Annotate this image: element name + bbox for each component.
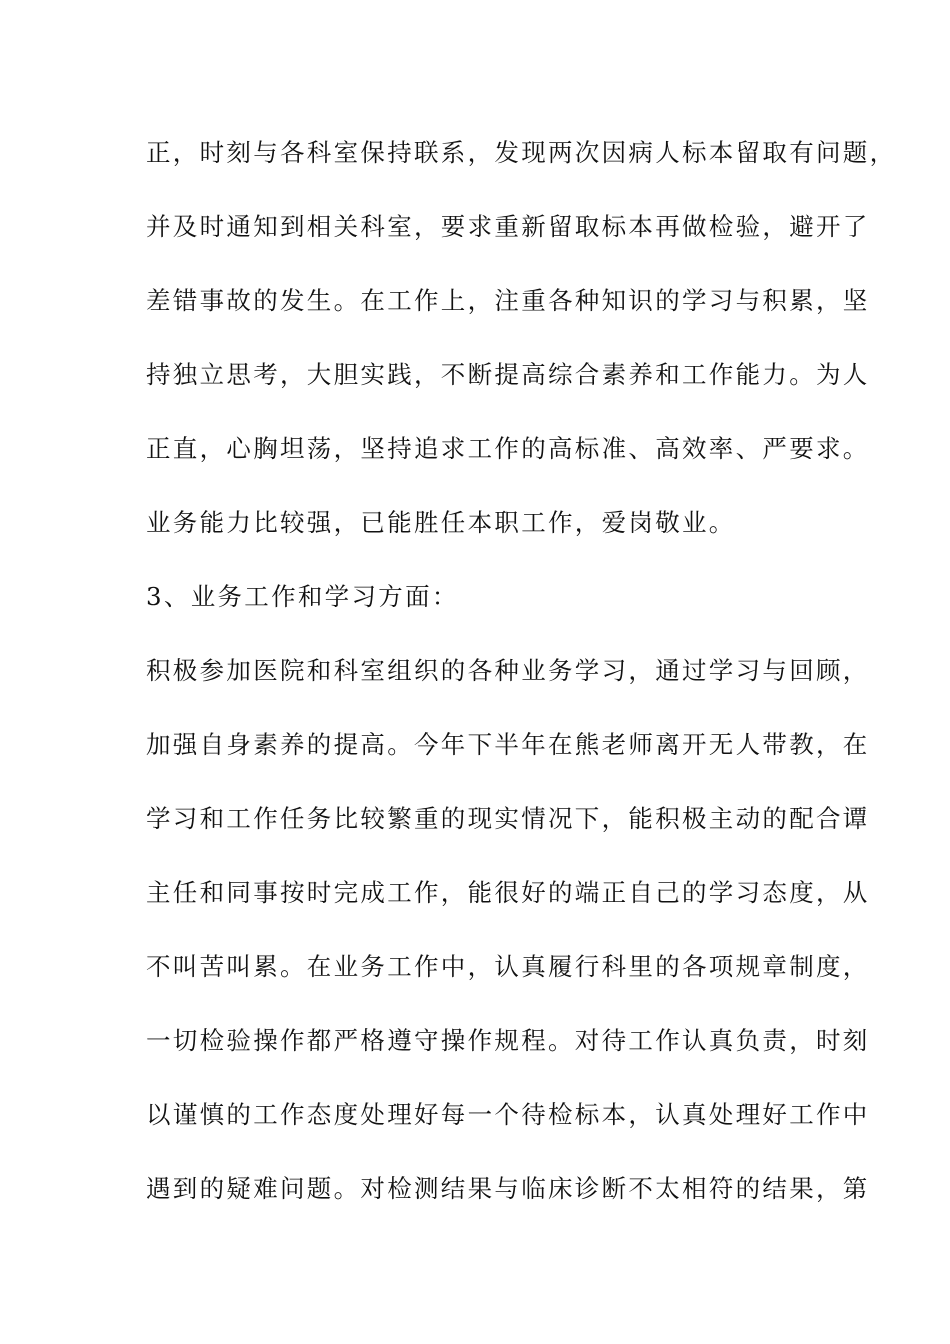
text-line-8: 积极参加医院和科室组织的各种业务学习，通过学习与回顾，: [146, 656, 870, 685]
text-line-2: 并及时通知到相关科室，要求重新留取标本再做检验，避开了: [146, 212, 870, 241]
text-line-14: 以谨慎的工作态度处理好每一个待检标本，认真处理好工作中: [146, 1100, 870, 1129]
section-heading: 3、业务工作和学习方面：: [146, 582, 459, 611]
text-line-3: 差错事故的发生。在工作上，注重各种知识的学习与积累，坚: [146, 286, 870, 315]
text-line-1: 正，时刻与各科室保持联系，发现两次因病人标本留取有问题，: [146, 138, 897, 167]
text-line-9: 加强自身素养的提高。今年下半年在熊老师离开无人带教，在: [146, 730, 870, 759]
text-line-6: 业务能力比较强，已能胜任本职工作，爱岗敬业。: [146, 508, 736, 537]
text-line-4: 持独立思考，大胆实践，不断提高综合素养和工作能力。为人: [146, 360, 870, 389]
text-line-10: 学习和工作任务比较繁重的现实情况下，能积极主动的配合谭: [146, 804, 870, 833]
text-line-13: 一切检验操作都严格遵守操作规程。对待工作认真负责，时刻: [146, 1026, 870, 1055]
text-line-15: 遇到的疑难问题。对检测结果与临床诊断不太相符的结果，第: [146, 1174, 870, 1203]
text-line-12: 不叫苦叫累。在业务工作中，认真履行科里的各项规章制度，: [146, 952, 870, 981]
text-line-5: 正直，心胸坦荡，坚持追求工作的高标准、高效率、严要求。: [146, 434, 870, 463]
text-line-11: 主任和同事按时完成工作，能很好的端正自己的学习态度，从: [146, 878, 870, 907]
